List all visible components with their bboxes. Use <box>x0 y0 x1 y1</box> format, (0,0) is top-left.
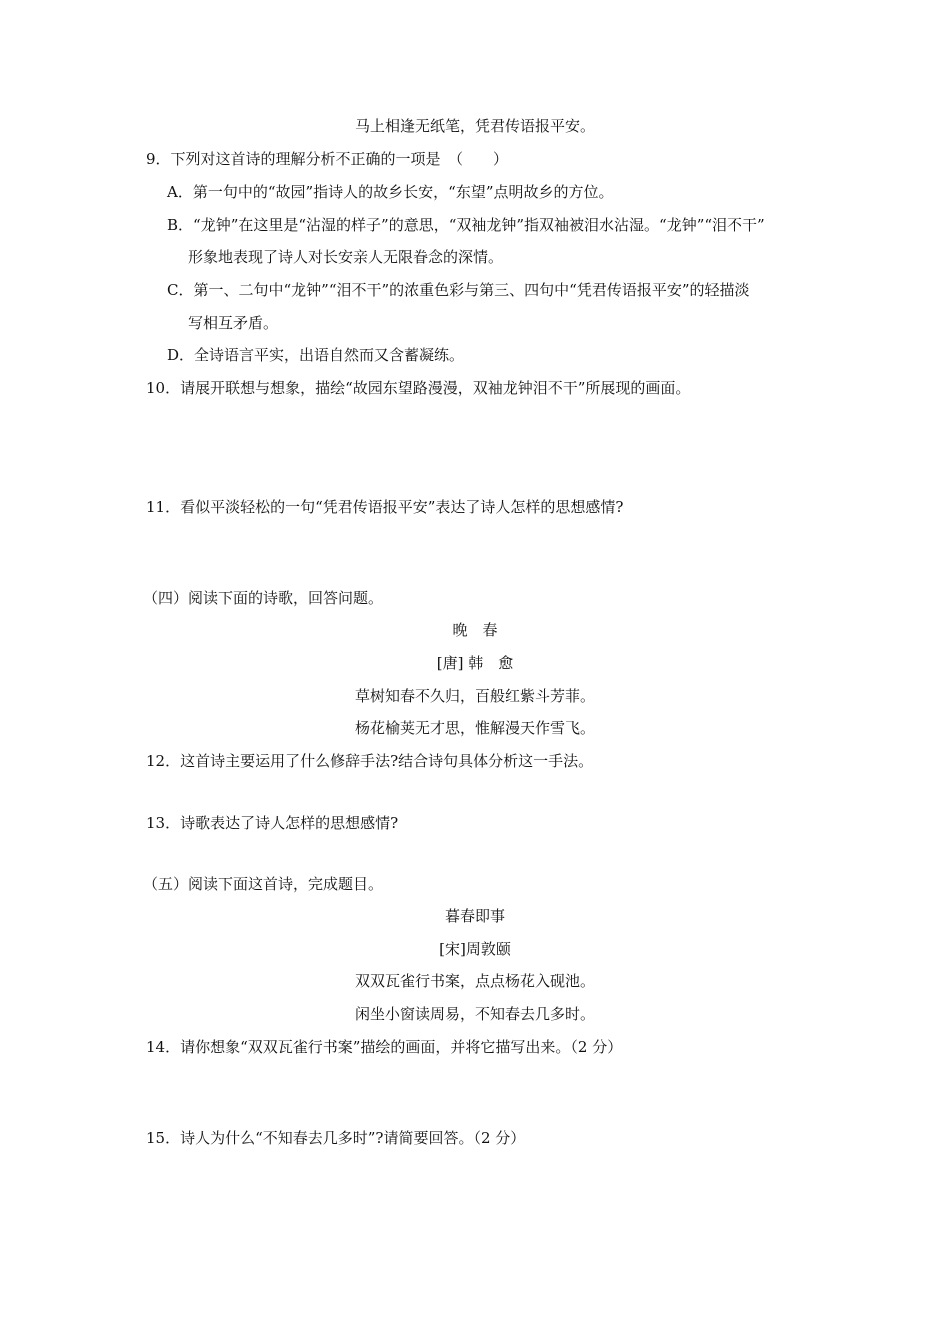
section-4-poem-author: [唐] 韩 愈 <box>436 654 514 672</box>
question-9-option-a: A．第一句中的“故园”指诗人的故乡长安，“东望”点明故乡的方位。 <box>167 183 614 201</box>
question-15: 15．诗人为什么“不知春去几多时”?请简要回答。（2 分） <box>146 1129 526 1147</box>
question-9-option-c-continued: 写相互矛盾。 <box>188 314 279 332</box>
section-5-poem-author: [宋]周敦颐 <box>439 940 511 958</box>
section-5-heading: （五）阅读下面这首诗，完成题目。 <box>143 875 384 893</box>
section-5-poem-line-2: 闲坐小窗读周易，不知春去几多时。 <box>354 1005 595 1023</box>
question-10: 10．请展开联想与想象，描绘“故园东望路漫漫，双袖龙钟泪不干”所展现的画面。 <box>146 379 691 397</box>
section-4-poem-line-1: 草树知春不久归，百般红紫斗芳菲。 <box>354 687 595 705</box>
poem-last-line: 马上相逢无纸笔，凭君传语报平安。 <box>354 117 595 135</box>
question-11: 11．看似平淡轻松的一句“凭君传语报平安”表达了诗人怎样的思想感情? <box>146 498 624 516</box>
section-5-poem-line-1: 双双瓦雀行书案，点点杨花入砚池。 <box>354 972 595 990</box>
question-12: 12．这首诗主要运用了什么修辞手法?结合诗句具体分析这一手法。 <box>146 752 594 770</box>
question-13: 13．诗歌表达了诗人怎样的思想感情? <box>146 814 399 832</box>
section-5-poem-title: 暮春即事 <box>444 907 505 925</box>
section-4-poem-line-2: 杨花榆荚无才思，惟解漫天作雪飞。 <box>354 719 595 737</box>
question-9-option-c: C．第一、二句中“龙钟”“泪不干”的浓重色彩与第三、四句中“凭君传语报平安”的轻描淡 <box>167 281 750 299</box>
section-4-poem-title: 晚 春 <box>452 621 498 639</box>
question-9-option-d: D．全诗语言平实，出语自然而又含蓄凝练。 <box>167 346 465 364</box>
question-14: 14．请你想象“双双瓦雀行书案”描绘的画面，并将它描写出来。（2 分） <box>146 1038 623 1056</box>
question-9-option-b: B．“龙钟”在这里是“沾湿的样子”的意思，“双袖龙钟”指双袖被泪水沾湿。“龙钟”“泪不干” <box>167 216 765 234</box>
question-9-stem: 9．下列对这首诗的理解分析不正确的一项是 （ ） <box>146 150 509 168</box>
section-4-heading: （四）阅读下面的诗歌，回答问题。 <box>143 589 384 607</box>
question-9-option-b-continued: 形象地表现了诗人对长安亲人无限眷念的深情。 <box>188 248 504 266</box>
